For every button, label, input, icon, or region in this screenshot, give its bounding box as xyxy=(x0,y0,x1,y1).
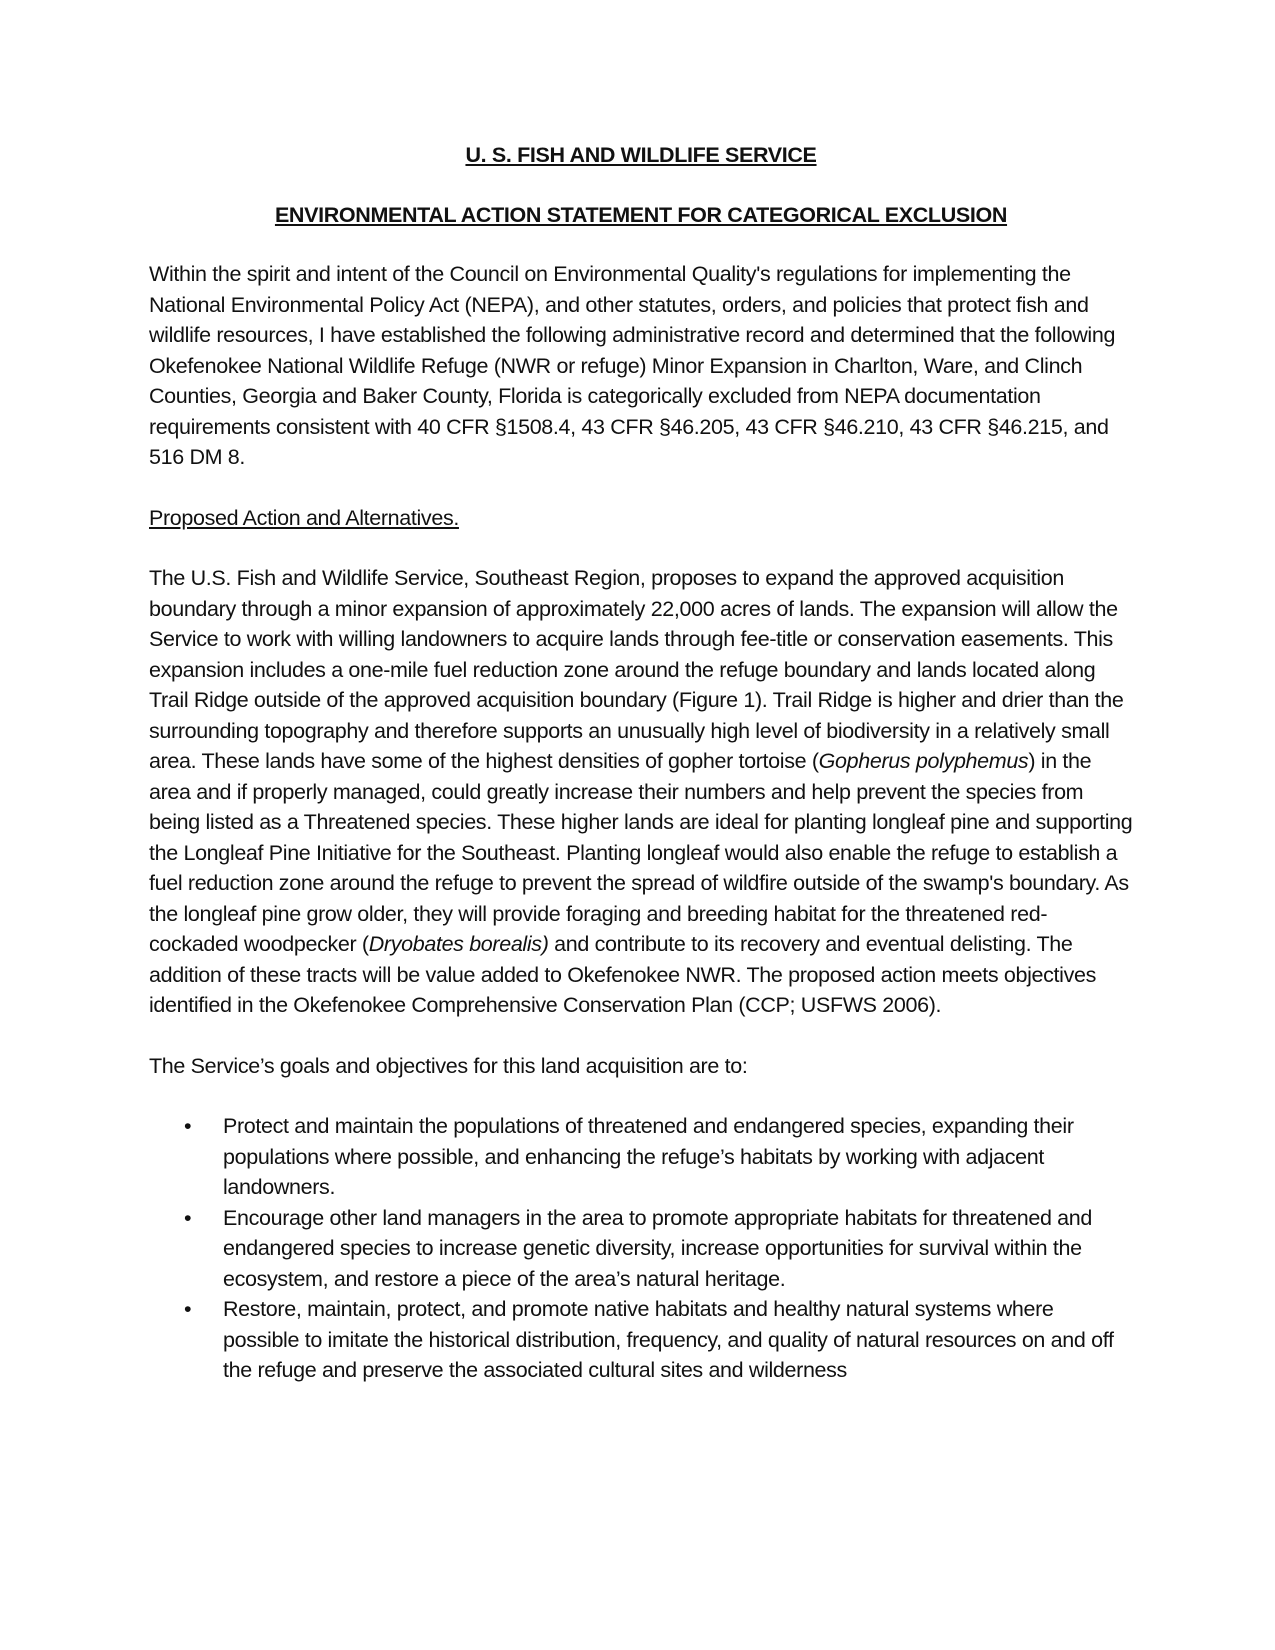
bullet-icon: • xyxy=(184,1205,192,1230)
species-name-gopher-tortoise: Gopherus polyphemus xyxy=(818,749,1029,773)
list-item-text: Encourage other land managers in the area to promote appropriate habitats for threatened and endangered species to increase genetic diversity, increase opportunities for survival within the ecosystem, and restore a piece of the area’s natural heritage. xyxy=(223,1205,1093,1291)
list-item xyxy=(149,1294,1133,1386)
bullet-icon: • xyxy=(184,1114,192,1138)
bullet-icon: • xyxy=(184,1297,192,1321)
intro-paragraph: Within the spirit and intent of the Council on Environmental Quality's regulations for implementing the National Environmental Policy Act (NEPA), and other statutes, orders, and policies that protect fish and wildlife resources, I have established the following administrative record and determined that the following Okefenokee National Wildlife Refuge (NWR or refuge) Minor Expansion in Charlton, Ware, and Clinch Counties, Georgia and Baker County, Florida is categorically excluded from NEPA documentation requirements consistent with 40 CFR §1508.4, 43 CFR §46.205, 43 CFR §46.210, 43 CFR §46.215, and 516 DM 8. xyxy=(149,262,1116,469)
section-heading: Proposed Action and Alternatives. xyxy=(149,505,459,530)
paragraph-text-part-1: The U.S. Fish and Wildlife Service, Southeast Region, proposes to expand the approved acquisition boundary through a minor expansion of approximately 22,000 acres of lands. The expansion will allow the Service to work with willing landowners to acquire lands through fee-title or conservation easements. This expansion includes a one-mile fuel reduction zone around the refuge boundary and lands located along Trail Ridge outside of the approved acquisition boundary (Figure 1). Trail Ridge is higher and drier than the surrounding topography and therefore supports an unusually high level of biodiversity in a relatively small area. These lands have some of the highest densities of gopher tortoise ( xyxy=(149,566,1124,773)
goals-list xyxy=(149,1111,1133,1386)
paragraph-text-part-2: ) in the area and if properly managed, could greatly increase their numbers and help prevent the species from being listed as a Threatened species. These higher lands are ideal for planting longleaf pine and supporting the Longleaf Pine Initiative for the Southeast. Planting longleaf would also enable the refuge to establish a fuel reduction zone around the refuge to prevent the spread of wildfire outside of the swamp's boundary. As the longleaf pine grow older, they will provide foraging and breeding habitat for the threatened red-cockaded woodpecker ( xyxy=(149,749,1133,956)
goals-intro: The Service’s goals and objectives for this land acquisition are to: xyxy=(149,1053,748,1078)
list-item xyxy=(149,1203,1133,1295)
agency-title: U. S. FISH AND WILDLIFE SERVICE xyxy=(465,143,817,167)
list-item xyxy=(149,1111,1133,1203)
species-name-woodpecker: Dryobates borealis) xyxy=(368,932,549,956)
document-body xyxy=(149,140,1133,1386)
list-item-text: Restore, maintain, protect, and promote native habitats and healthy natural systems where possible to imitate the historical distribution, frequency, and quality of natural resources on and off the refuge and preserve the associated cultural sites and wilderness xyxy=(223,1297,1114,1382)
document-title: ENVIRONMENTAL ACTION STATEMENT FOR CATEGORICAL EXCLUSION xyxy=(274,202,1008,227)
proposed-action-paragraph xyxy=(149,563,1133,1021)
list-item-text: Protect and maintain the populations of threatened and endangered species, expanding their populations where possible, and enhancing the refuge’s habitats by working with adjacent landowners. xyxy=(223,1114,1074,1199)
paragraph-text-part-3: and contribute to its recovery and eventual delisting. The addition of these tracts will be value added to Okefenokee NWR. The proposed action meets objectives identified in the Okefenokee Comprehensive Conservation Plan (CCP; USFWS 2006). xyxy=(149,932,1096,1017)
